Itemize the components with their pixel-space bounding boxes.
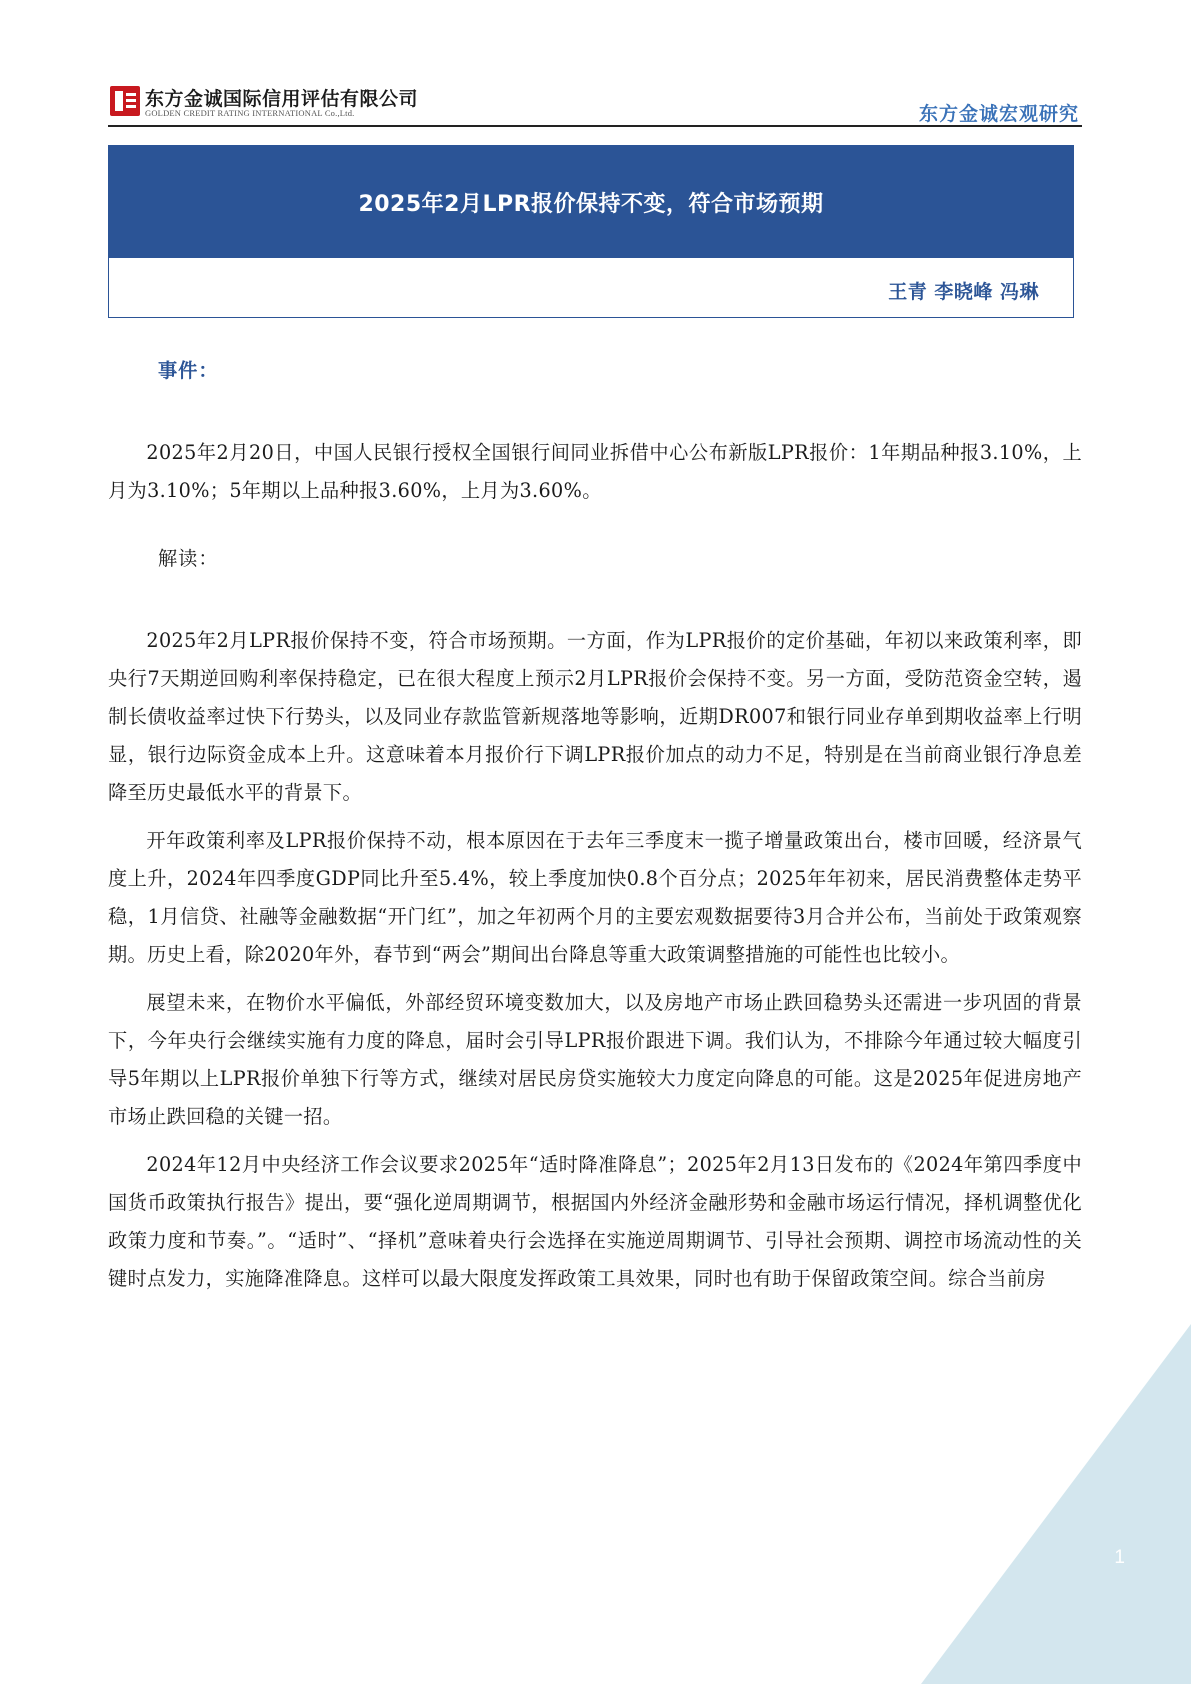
company-name-cn: 东方金诚国际信用评估有限公司: [145, 88, 419, 110]
company-name-en: GOLDEN CREDIT RATING INTERNATIONAL Co.,Ltd.: [145, 108, 355, 118]
page-number: 1: [1114, 1547, 1125, 1568]
event-paragraph: 2025年2月20日，中国人民银行授权全国银行间同业拆借中心公布新版LPR报价：1年期品种报3.10%，上月为3.10%；5年期以上品种报3.60%，上月为3.60%。: [108, 441, 1082, 502]
header-divider: [108, 125, 1082, 127]
series-name: 东方金诚宏观研究: [918, 103, 1079, 125]
report-body: [108, 352, 1082, 1298]
logo-mark-icon: [110, 86, 140, 116]
analysis-paragraph: 2025年2月LPR报价保持不变，符合市场预期。一方面，作为LPR报价的定价基础，年初以来政策利率，即央行7天期逆回购利率保持稳定，已在很大程度上预示2月LPR报价会保持不变。另一方面，受防范资金空转，遏制长债收益率过快下行势头，以及同业存款监管新规落地等影响，近期DR007和银行同业存单到期收益率上行明显，银行边际资金成本上升。这意味着本月报价行下调LPR报价加点的动力不足，特别是在当前商业银行净息差降至历史最低水平的背景下。: [108, 629, 1082, 804]
event-heading: 事件：: [158, 359, 219, 382]
analysis-paragraph: 开年政策利率及LPR报价保持不动，根本原因在于去年三季度末一揽子增量政策出台，楼市回暖，经济景气度上升，2024年四季度GDP同比升至5.4%，较上季度加快0.8个百分点；2025年年初来，居民消费整体走势平稳，1月信贷、社融等金融数据“开门红”，加之年初两个月的主要宏观数据要待3月合并公布，当前处于政策观察期。历史上看，除2020年外，春节到“两会”期间出台降息等重大政策调整措施的可能性也比较小。: [108, 829, 1082, 966]
analysis-paragraph: 展望未来，在物价水平偏低，外部经贸环境变数加大，以及房地产市场止跌回稳势头还需进一步巩固的背景下，今年央行会继续实施有力度的降息，届时会引导LPR报价跟进下调。我们认为，不排除今年通过较大幅度引导5年期以上LPR报价单独下行等方式，继续对居民房贷实施较大力度定向降息的可能。这是2025年促进房地产市场止跌回稳的关键一招。: [108, 991, 1082, 1128]
analysis-heading: 解读：: [158, 547, 219, 570]
title-box: [108, 145, 1074, 318]
report-title: 2025年2月LPR报价保持不变，符合市场预期: [358, 191, 824, 217]
analysis-paragraph: 2024年12月中央经济工作会议要求2025年“适时降准降息”；2025年2月13日发布的《2024年第四季度中国货币政策执行报告》提出，要“强化逆周期调节，根据国内外经济金融形势和金融市场运行情况，择机调整优化政策力度和节奏。”。“适时”、“择机”意味着央行会选择在实施逆周期调节、引导社会预期、调控市场流动性的关键时点发力，实施降准降息。这样可以最大限度发挥政策工具效果，同时也有助于保留政策空间。综合当前房: [108, 1153, 1082, 1290]
report-authors: 王青 李晓峰 冯琳: [888, 281, 1039, 303]
title-band: [109, 146, 1073, 258]
corner-decoration: [921, 1324, 1191, 1684]
